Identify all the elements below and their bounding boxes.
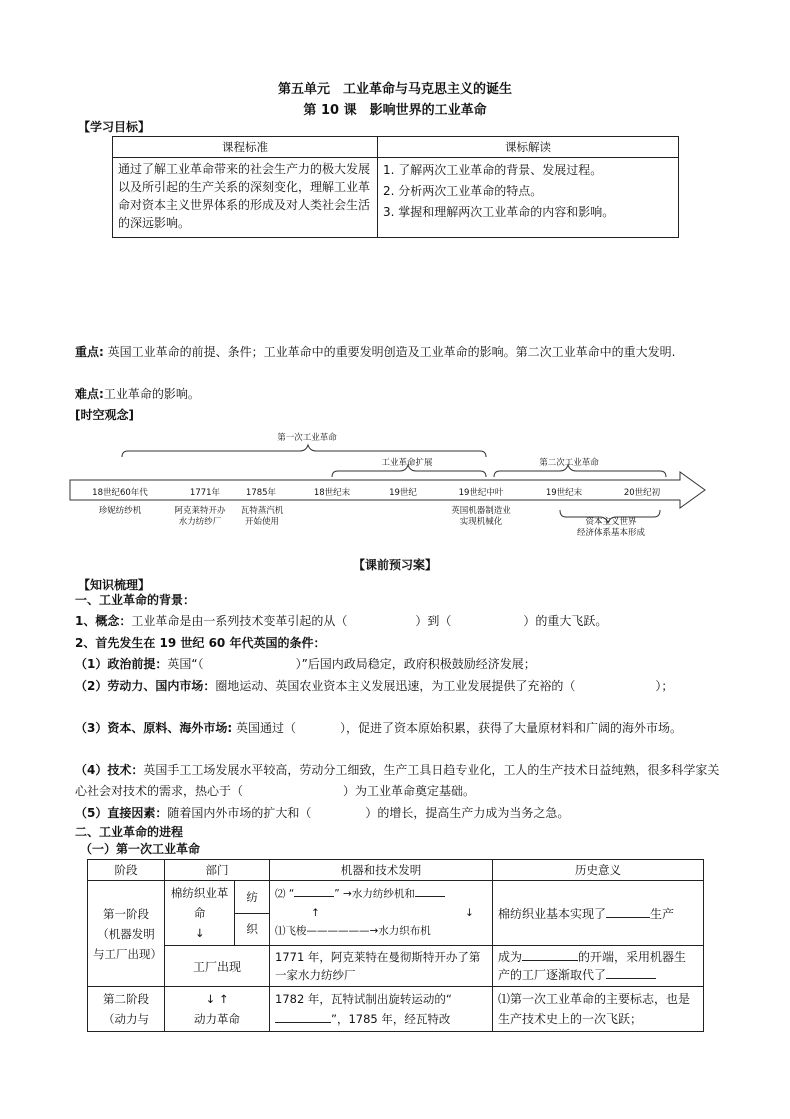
condition-3-post: ），促进了资本原始积累，获得了大量原材料和广阔的海外市场。 — [339, 721, 682, 735]
condition-4-label: （4）技术： — [75, 763, 144, 777]
col-department: 部门 — [165, 860, 270, 881]
lesson-title: 第 10 课 影响世界的工业革命 — [303, 103, 487, 118]
arrow-down-icon: ↓ — [194, 926, 205, 940]
condition-5 — [75, 803, 720, 824]
dept-power-label: 动力革命 — [194, 1012, 240, 1026]
tick-1760s: 18世纪60年代 — [92, 488, 148, 498]
tick-1785: 1785年 — [245, 488, 277, 498]
preview-title: 【课前预习案】 — [352, 558, 437, 572]
focus-text: 英国工业革命的前提、条件；工业革命中的重要发明创造及工业革命的影响。第二次工业革命中的重大发明. — [103, 345, 676, 359]
inv-top-mid: ” →水力纺纱机和 — [334, 888, 415, 900]
inventions-cotton — [270, 881, 493, 946]
condition-1-pre: 英国“（ — [167, 657, 204, 671]
blank[interactable] — [606, 978, 656, 979]
condition-1-post: ）”后国内政局稳定，政府积极鼓励经济发展； — [295, 657, 536, 671]
col-inventions: 机器和技术发明 — [270, 860, 493, 881]
conditions-title: 2、首先发生在 19 世纪 60 年代英国的条件： — [75, 636, 326, 650]
condition-3 — [75, 718, 720, 739]
condition-2 — [75, 676, 720, 697]
concept-end: ）的重大飞跃。 — [523, 614, 608, 628]
arrow-up-icon: ↑ — [311, 907, 320, 919]
knowledge-label: 【知识梳理】 — [78, 578, 151, 592]
condition-3-label: （3）资本、原料、海外市场: — [75, 721, 233, 735]
inventions-power — [270, 987, 493, 1032]
inv-bottom: ⑴飞梭——————→水力织布机 — [275, 925, 431, 937]
condition-3-pre: 英国通过（ — [232, 721, 296, 735]
concept-line — [75, 611, 720, 632]
blank[interactable] — [415, 896, 445, 897]
condition-4-pre: 英国手工工场发展水平较高，劳动分工细致，生产工具日趋专业化，工人的生产技术日益纯熟，很多科学家关心社会对技术的需求，热心于（ — [75, 763, 720, 798]
inv2-pre: 1782 年，瓦特试制出旋转运动的“ — [275, 992, 452, 1006]
tick-1771: 1771年 — [189, 488, 221, 498]
inv2-post: ”，1785 年，经瓦特改 — [331, 1012, 451, 1026]
condition-2-end: ）； — [655, 679, 674, 693]
stage-1: 第一阶段（机器发明与工厂出现） — [88, 881, 165, 987]
difficulty-paragraph — [75, 384, 720, 405]
event-watt: 瓦特蒸汽机 开始使用 — [240, 506, 284, 527]
sig2-mid: 的开端，采用机器生产的工厂逐渐取代了 — [498, 950, 687, 982]
difficulty-label: 难点: — [75, 387, 104, 401]
blank[interactable] — [294, 896, 334, 897]
tick-19th: 19世纪 — [389, 488, 417, 498]
goal-item: 1. 了解两次工业革命的背景、发展过程。 — [383, 163, 603, 177]
focus-paragraph — [75, 342, 720, 363]
unit-title: 第五单元 工业革命与马克思主义的诞生 — [277, 82, 512, 97]
condition-1-label: （1）政治前提： — [75, 657, 168, 671]
sig1-post: 生产 — [650, 906, 675, 921]
condition-1 — [75, 654, 720, 675]
dept-spin: 纺 — [235, 881, 270, 914]
significance-power: ⑴第一次工业革命的主要标志，也是生产技术史上的一次飞跃； — [493, 987, 704, 1032]
arrow-down-icon: ↓ — [465, 907, 474, 919]
blank[interactable] — [275, 1022, 331, 1023]
dept-factory: 工厂出现 — [165, 946, 270, 987]
timespace-paragraph — [75, 405, 720, 426]
goals-table — [112, 136, 679, 238]
event-mechanize: 英国机器制造业 实现机械化 — [451, 506, 511, 527]
label-expansion: 工业革命扩展 — [381, 458, 433, 468]
tick-early-20th: 20世纪初 — [623, 488, 661, 498]
section-progress: 二、工业革命的进程 — [75, 825, 184, 839]
concept-mid: ）到（ — [415, 614, 452, 628]
goal-item: 3. 掌握和理解两次工业革命的内容和影响。 — [383, 205, 615, 219]
sig2-pre: 成为 — [498, 950, 523, 964]
dept-cotton — [165, 881, 235, 946]
stage-2: 第二阶段（动力与 — [88, 987, 165, 1032]
condition-2-label: （2）劳动力、国内市场： — [75, 679, 216, 693]
tick-mid-19th: 19世纪中叶 — [458, 488, 504, 498]
subsection-first-revolution: （一）第一次工业革命 — [80, 842, 201, 856]
dept-power — [165, 987, 270, 1032]
condition-2-text: 圈地运动、英国农业资本主义发展迅速，为工业发展提供了充裕的（ — [215, 679, 576, 693]
blank[interactable] — [522, 960, 578, 961]
col-stage: 阶段 — [88, 860, 165, 881]
event-arkwright: 阿克莱特开办 水力纺纱厂 — [174, 506, 226, 527]
significance-factory — [493, 946, 704, 987]
label-first-revolution: 第一次工业革命 — [277, 433, 337, 443]
significance-cotton — [493, 881, 704, 946]
difficulty-text: 工业革命的影响。 — [103, 387, 200, 401]
progress-table — [87, 859, 704, 1032]
blank[interactable] — [606, 917, 650, 918]
sig1-pre: 棉纺织业基本实现了 — [498, 906, 607, 921]
section-background: 一、工业革命的背景： — [75, 593, 196, 607]
concept-label: 1、概念： — [75, 614, 132, 628]
condition-4 — [75, 760, 720, 802]
inventions-factory: 1771 年，阿克莱特在曼彻斯特开办了第一家水力纺纱厂 — [270, 946, 493, 987]
goals-col-standard: 课程标准 — [113, 137, 378, 158]
col-significance: 历史意义 — [493, 860, 704, 881]
tick-late-18th: 18世纪末 — [313, 488, 351, 498]
tick-late-19th: 19世纪末 — [545, 488, 583, 498]
dept-weave: 织 — [235, 913, 270, 946]
label-second-revolution: 第二次工业革命 — [539, 458, 599, 468]
condition-5-label: （5）直接因素： — [75, 806, 168, 820]
condition-4-post: ）为工业革命奠定基础。 — [343, 784, 476, 798]
goals-standard-text: 通过了解工业革命带来的社会生产力的极大发展以及所引起的生产关系的深刻变化，理解工业革命对资本主义世界体系的形成及对人类社会生活的深远影响。 — [113, 158, 378, 238]
concept-text: 工业革命是由一系列技术变革引起的从（ — [131, 614, 348, 628]
timespace-label: [时空观念] — [75, 408, 134, 422]
arrows-icon: ↓ ↑ — [205, 992, 229, 1006]
goals-items — [378, 158, 679, 238]
event-world-system: 资本主义世界 经济体系基本形成 — [576, 517, 645, 538]
inv-top-pre: ⑵ “ — [275, 888, 295, 900]
goals-col-interpretation: 课标解读 — [378, 137, 679, 158]
goal-item: 2. 分析两次工业革命的特点。 — [383, 184, 543, 198]
condition-5-post: ）的增长，提高生产力成为当务之急。 — [365, 806, 570, 820]
focus-label: 重点: — [75, 345, 104, 359]
goals-label: 【学习目标】 — [78, 120, 151, 134]
dept-cotton-label: 棉纺织业革命 — [170, 886, 229, 920]
condition-5-pre: 随着国内外市场的扩大和（ — [167, 806, 312, 820]
event-jenny: 珍妮纺纱机 — [98, 506, 142, 516]
